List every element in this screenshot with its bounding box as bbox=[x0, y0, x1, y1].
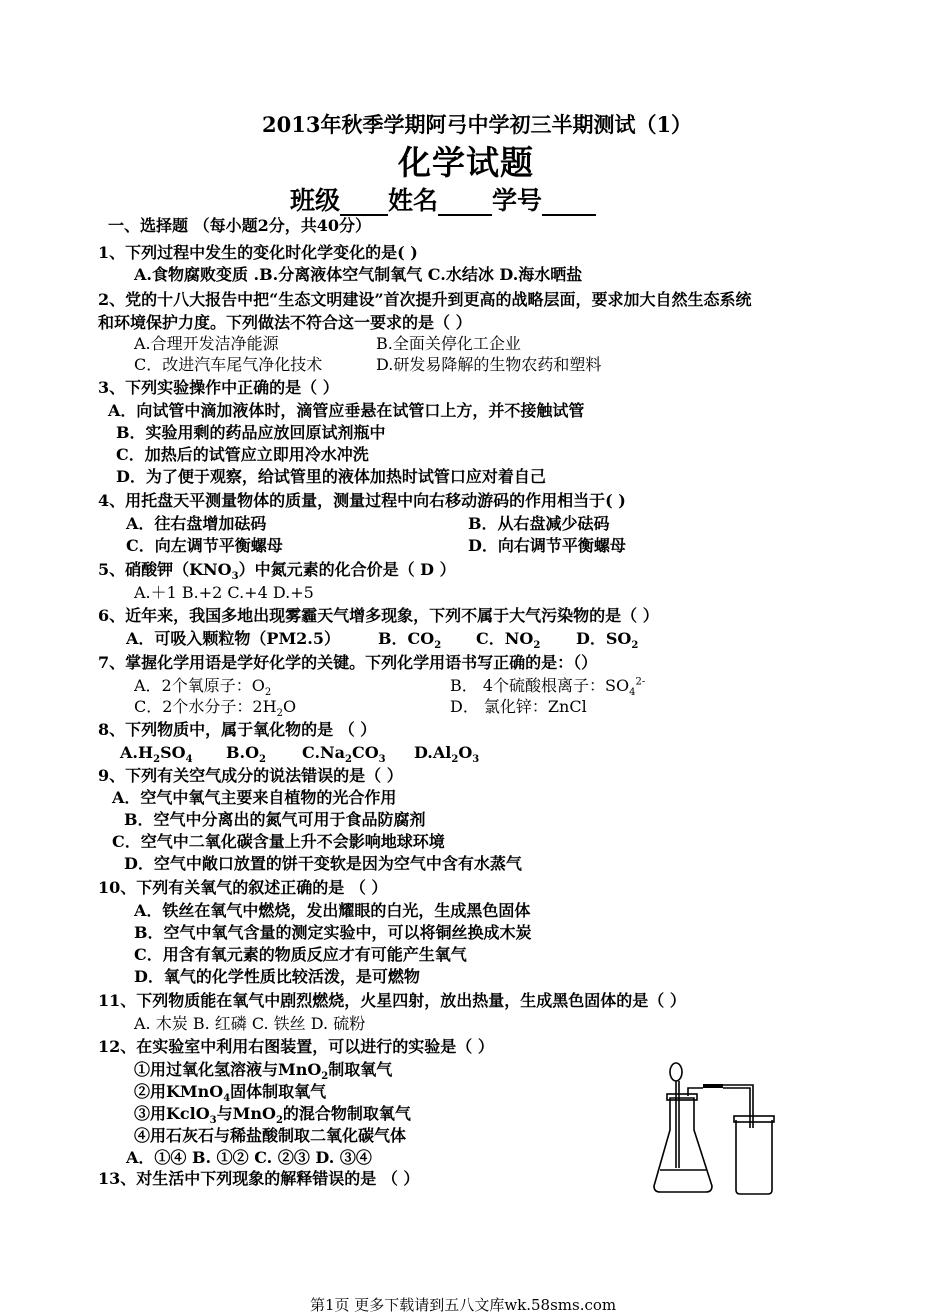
student-info-line bbox=[290, 186, 596, 216]
question-4-option-c: C．向左调节平衡螺母 bbox=[126, 536, 283, 555]
name-label: 姓名 bbox=[388, 186, 439, 215]
question-8-option-b: $B.O_2$ bbox=[226, 743, 266, 766]
question-7-option-c: C．2个水分子：$2H_2O$ bbox=[134, 697, 297, 720]
question-6-stem: 6、近年来，我国多地出现雾霾天气增多现象，下列不属于大气污染物的是（ ） bbox=[98, 606, 659, 625]
question-8-stem: 8、下列物质中，属于氧化物的是 （ ） bbox=[98, 720, 377, 739]
question-5-stem: 5、硝酸钾$(KNO_3)$中氮元素的化合价是（ D ） bbox=[98, 560, 456, 583]
question-10-option-a: A．铁丝在氧气中燃烧，发出耀眼的白光，生成黑色固体 bbox=[134, 901, 531, 920]
name-blank[interactable] bbox=[438, 192, 492, 216]
question-7-option-a: A．2个氧原子：$O_2$ bbox=[134, 676, 272, 699]
exam-subtitle: 2013年秋季学期阿弓中学初三半期测试（1） bbox=[262, 112, 693, 137]
question-8-option-a: $A.H_2SO_4$ bbox=[120, 743, 193, 766]
question-9-option-b: B．空气中分离出的氮气可用于食品防腐剂 bbox=[124, 810, 426, 829]
class-blank[interactable] bbox=[340, 192, 388, 216]
gas-jar-icon bbox=[736, 1120, 772, 1194]
question-5-options: A.＋1 B.+2 C.+4 D.+5 bbox=[134, 583, 314, 602]
question-6-option-c: C．$NO_2$ bbox=[476, 629, 541, 652]
question-3-option-c: C．加热后的试管应立即用冷水冲洗 bbox=[116, 445, 369, 464]
question-1-stem: 1、下列过程中发生的变化时化学变化的是( ) bbox=[98, 243, 418, 262]
question-6-option-b: B．$CO_2$ bbox=[378, 629, 442, 652]
question-2-option-d: D.研发易降解的生物农药和塑料 bbox=[376, 355, 602, 374]
question-9-option-a: A．空气中氧气主要来自植物的光合作用 bbox=[112, 788, 397, 807]
question-7-option-d: D． 氯化锌：ZnCl bbox=[450, 697, 587, 716]
question-3-stem: 3、下列实验操作中正确的是（ ） bbox=[98, 378, 339, 397]
id-label: 学号 bbox=[492, 186, 543, 215]
section-heading: 一、选择题 （每小题2分，共40分） bbox=[108, 216, 371, 235]
question-9-stem: 9、下列有关空气成分的说法错误的是（ ） bbox=[98, 766, 403, 785]
question-10-stem: 10、下列有关氧气的叙述正确的是 （ ） bbox=[98, 878, 388, 897]
question-10-option-b: B．空气中氧气含量的测定实验中，可以将铜丝换成木炭 bbox=[134, 923, 532, 942]
question-11-stem: 11、下列物质能在氧气中剧烈燃烧，火星四射，放出热量，生成黑色固体的是（ ） bbox=[98, 991, 686, 1010]
funnel-bulb-icon bbox=[670, 1063, 682, 1081]
question-12-item-2: ②用KMnO$_4$固体制取氧气 bbox=[134, 1082, 327, 1105]
question-10-option-c: C．用含有氧元素的物质反应才有可能产生氧气 bbox=[134, 945, 467, 964]
question-4-option-d: D．向右调节平衡螺母 bbox=[468, 536, 626, 555]
question-9-option-c: C．空气中二氧化碳含量上升不会影响地球环境 bbox=[112, 832, 445, 851]
question-8-option-c: $C.Na_2CO_3$ bbox=[302, 743, 386, 766]
class-label: 班级 bbox=[290, 186, 341, 215]
question-2-option-c: C．改进汽车尾气净化技术 bbox=[134, 355, 323, 374]
conical-flask-icon bbox=[654, 1098, 712, 1192]
question-2-stem: 2、党的十八大报告中把“生态文明建设”首次提升到更高的战略层面，要求加大自然生态系统 bbox=[98, 290, 752, 309]
question-12-item-4: ④用石灰石与稀盐酸制取二氧化碳气体 bbox=[134, 1126, 407, 1145]
question-3-option-a: A．向试管中滴加液体时，滴管应垂悬在试管口上方，并不接触试管 bbox=[108, 401, 585, 420]
question-6-option-d: D．$SO_2$ bbox=[576, 629, 639, 652]
question-2-option-a: A.合理开发洁净能源 bbox=[134, 334, 279, 353]
question-2-stem-cont: 和环境保护力度。下列做法不符合这一要求的是（ ） bbox=[98, 313, 472, 332]
question-2-option-b: B.全面关停化工企业 bbox=[376, 334, 521, 353]
question-9-option-d: D．空气中敞口放置的饼干变软是因为空气中含有水蒸气 bbox=[124, 854, 522, 873]
question-6-option-a: A．可吸入颗粒物（PM2.5） bbox=[126, 629, 340, 648]
lab-apparatus-figure bbox=[648, 1058, 778, 1198]
question-8-option-d: $D.Al_2O_3$ bbox=[414, 743, 480, 766]
question-12-item-3: ③用KclO$_3$与MnO$_2$的混合物制取氧气 bbox=[134, 1104, 411, 1127]
question-3-option-b: B．实验用剩的药品应放回原试剂瓶中 bbox=[116, 423, 386, 442]
question-4-stem: 4、用托盘天平测量物体的质量，测量过程中向右移动游码的作用相当于( ) bbox=[98, 491, 626, 510]
question-12-item-1: ①用过氧化氢溶液与MnO$_2$制取氧气 bbox=[134, 1060, 393, 1083]
page-title: 化学试题 bbox=[398, 143, 534, 182]
question-12-stem: 12、在实验室中利用右图装置，可以进行的实验是（ ） bbox=[98, 1037, 494, 1056]
question-10-option-d: D．氧气的化学性质比较活泼，是可燃物 bbox=[134, 967, 420, 986]
question-3-option-d: D．为了便于观察，给试管里的液体加热时试管口应对着自己 bbox=[116, 467, 546, 486]
question-4-option-b: B．从右盘减少砝码 bbox=[468, 514, 610, 533]
question-12-options: A．①④ B. ①② C. ②③ D. ③④ bbox=[126, 1148, 372, 1167]
question-7-option-b: B． 4个硫酸根离子：$SO_4^{2-}$ bbox=[450, 676, 646, 699]
question-1-options: A.食物腐败变质 .B.分离液体空气制氧气 C.水结冰 D.海水晒盐 bbox=[134, 265, 583, 284]
id-blank[interactable] bbox=[542, 192, 596, 216]
question-7-stem: 7、掌握化学用语是学好化学的关键。下列化学用语书写正确的是：（） bbox=[98, 653, 598, 672]
question-13-stem: 13、对生活中下列现象的解释错误的是 （ ） bbox=[98, 1169, 420, 1188]
page-footer: 第1页 更多下载请到五八文库wk.58sms.com bbox=[310, 1296, 617, 1314]
question-11-options: A. 木炭 B. 红磷 C. 铁丝 D. 硫粉 bbox=[134, 1014, 366, 1033]
question-4-option-a: A．往右盘增加砝码 bbox=[126, 514, 267, 533]
